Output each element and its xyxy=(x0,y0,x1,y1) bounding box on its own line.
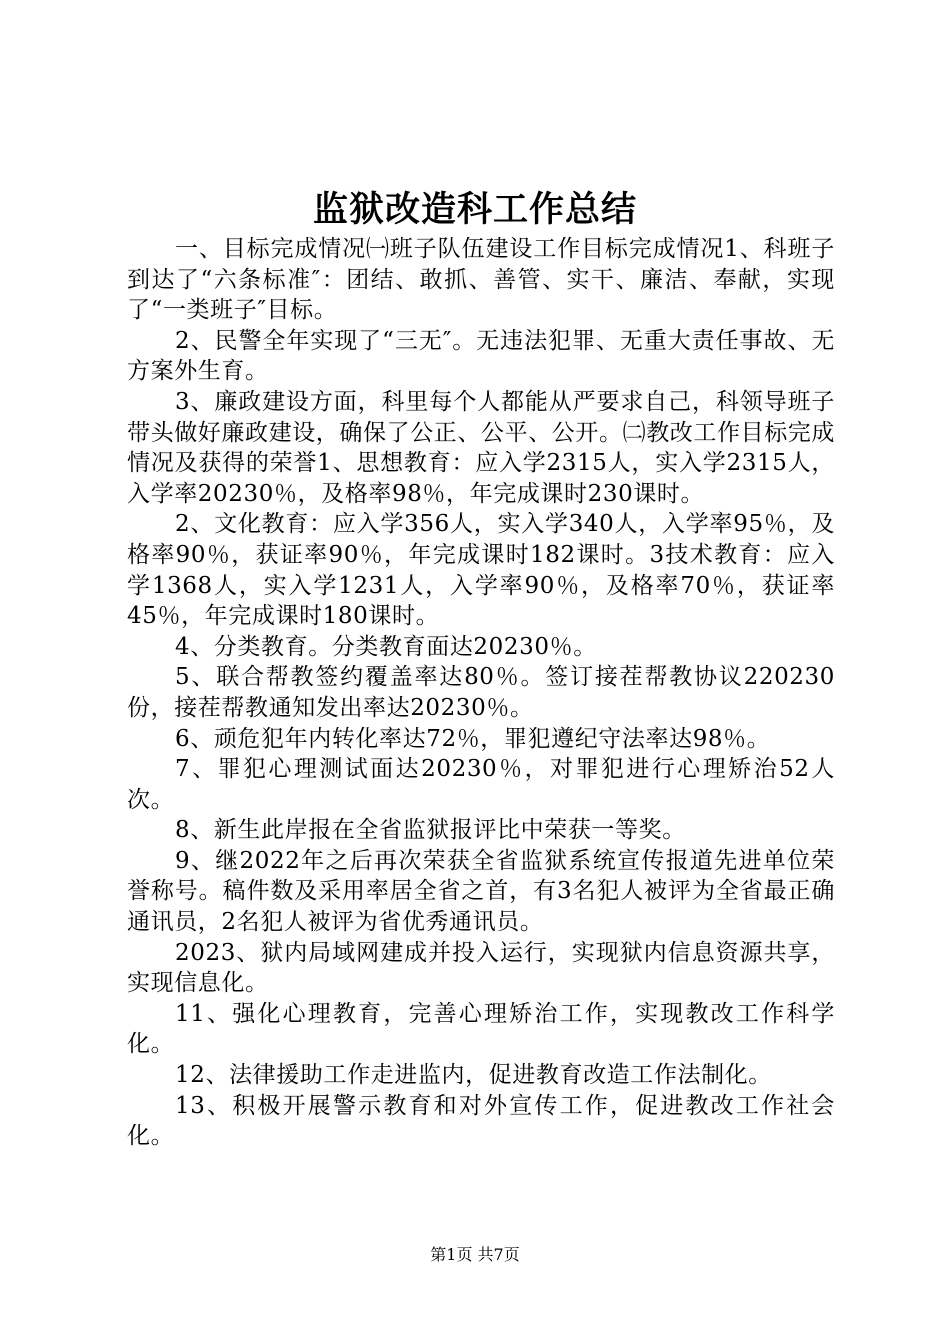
paragraph: 一、目标完成情况㈠班子队伍建设工作目标完成情况1、科班子到达了“六条标准″：团结、敢抓、善管、实干、廉洁、奉献，实现了“一类班子″目标。 xyxy=(127,236,835,324)
paragraph: 12、法律援助工作走进监内，促进教育改造工作法制化。 xyxy=(175,1062,772,1089)
page-number-footer: 第1页 共7页 xyxy=(430,1245,520,1264)
paragraph: 4、分类教育。分类教育面达20230％。 xyxy=(175,633,597,660)
paragraph: 9、继2022年之后再次荣获全省监狱系统宣传报道先进单位荣誉称号。稿件数及采用率居全省之首，有3名犯人被评为全省最正确通讯员，2名犯人被评为省优秀通讯员。 xyxy=(127,847,835,936)
document-body xyxy=(127,234,835,1152)
paragraph: 8、新生此岸报在全省监狱报评比中荣获一等奖。 xyxy=(175,817,686,844)
paragraph: 13、积极开展警示教育和对外宣传工作，促进教改工作社会化。 xyxy=(127,1092,835,1150)
document-title: 监狱改造科工作总结 xyxy=(312,189,637,230)
paragraph: 3、廉政建设方面，科里每个人都能从严要求自己，科领导班子带头做好廉政建设，确保了公正、公平、公开。㈡教改工作目标完成情况及获得的荣誉1、思想教育：应入学2315人，实入学2315人，入学率20230％，及格率98％，年完成课时230课时。 xyxy=(127,388,835,507)
paragraph: 11、强化心理教育，完善心理矫治工作，实现教改工作科学化。 xyxy=(127,1000,835,1058)
paragraph: 7、罪犯心理测试面达20230％，对罪犯进行心理矫治52人次。 xyxy=(127,756,835,813)
paragraph: 6、顽危犯年内转化率达72％，罪犯遵纪守法率达98％。 xyxy=(175,725,771,752)
paragraph: 5、联合帮教签约覆盖率达80％。签订接茬帮教协议220230份，接茬帮教通知发出率达20230％。 xyxy=(127,664,835,721)
paragraph: 2、文化教育：应入学356人，实入学340人，入学率95％，及格率90％，获证率90％，年完成课时182课时。3技术教育：应入学1368人，实入学1231人，入学率90％，及格率70％，获证率45％，年完成课时180课时。 xyxy=(127,511,835,630)
paragraph: 2、民警全年实现了“三无″。无违法犯罪、无重大责任事故、无方案外生育。 xyxy=(127,327,835,385)
paragraph: 2023、狱内局域网建成并投入运行，实现狱内信息资源共享，实现信息化。 xyxy=(127,939,835,997)
